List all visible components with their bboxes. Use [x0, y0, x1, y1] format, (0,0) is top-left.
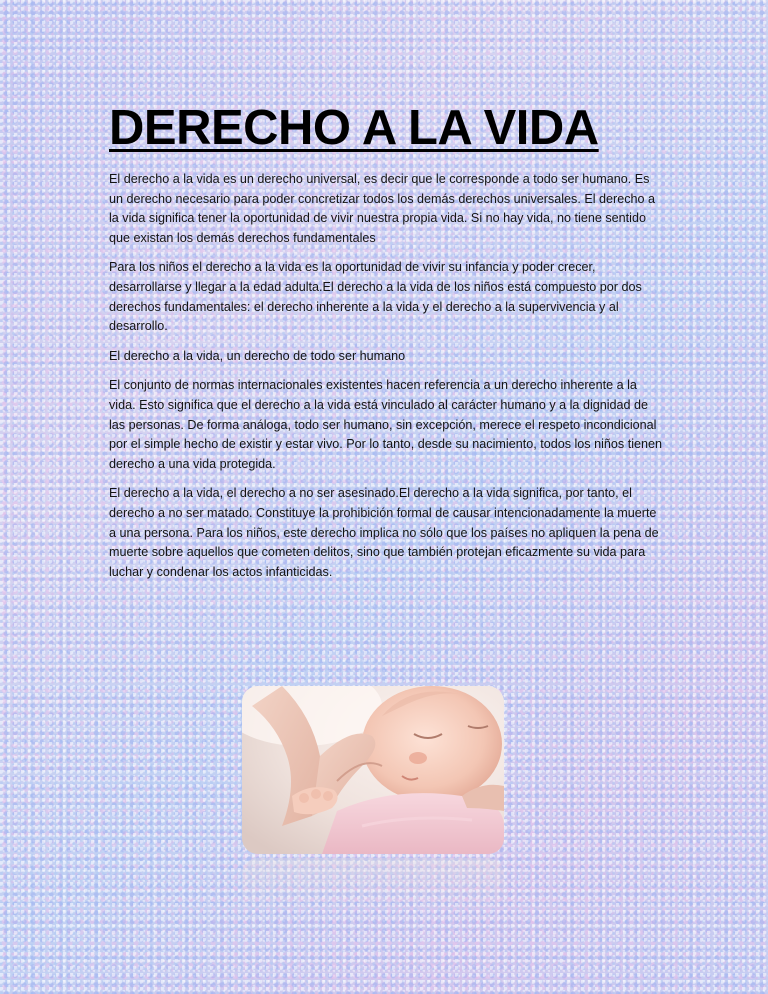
photo-reflection — [242, 858, 504, 910]
document-body — [109, 100, 665, 592]
subheading-paragraph: El derecho a la vida, un derecho de todo ser humano — [109, 348, 406, 363]
paragraph-2: Para los niños el derecho a la vida es la oportunidad de vivir su infancia y poder crecer, desarrollarse y llegar a la edad adulta.El derecho a la vida de los niños está compuesto por dos derechos fundamentales: el derecho inherente a la vida y el derecho a la supervivencia y al desarrollo. — [109, 260, 642, 334]
paragraph-1: El derecho a la vida es un derecho universal, es decir que le corresponde a todo ser humano. Es un derecho necesario para poder concretizar todos los demás derechos universales. El derecho a la vida significa tener la oportunidad de vivir nuestra propia vida. Si no hay vida, no tiene sentido que existan los demás derechos fundamentales — [109, 172, 656, 245]
paragraph-5: El derecho a la vida, el derecho a no ser asesinado.El derecho a la vida significa, por tanto, el derecho a no ser matado. Constituye la prohibición formal de causar intencionadamente la muerte a una persona. Para los niños, este derecho implica no sólo que los países no apliquen la pena de muerte sobre aquellos que cometen delitos, sino que también protejan eficazmente su vida para luchar y condenar los actos infanticidas. — [109, 486, 659, 579]
baby-photo — [242, 686, 504, 854]
page-title: DERECHO A LA VIDA — [109, 101, 599, 155]
paragraph-4: El conjunto de normas internacionales existentes hacen referencia a un derecho inherente a la vida. Esto significa que el derecho a la vida está vinculado al carácter humano y a la dignidad de las personas. De forma análoga, todo ser humano, sin excepción, merece el respeto incondicional por el simple hecho de existir y estar vivo. Por lo tanto, desde su nacimiento, todos los niños tienen derecho a una vida protegida. — [109, 378, 663, 471]
baby-photo-image — [242, 686, 504, 854]
